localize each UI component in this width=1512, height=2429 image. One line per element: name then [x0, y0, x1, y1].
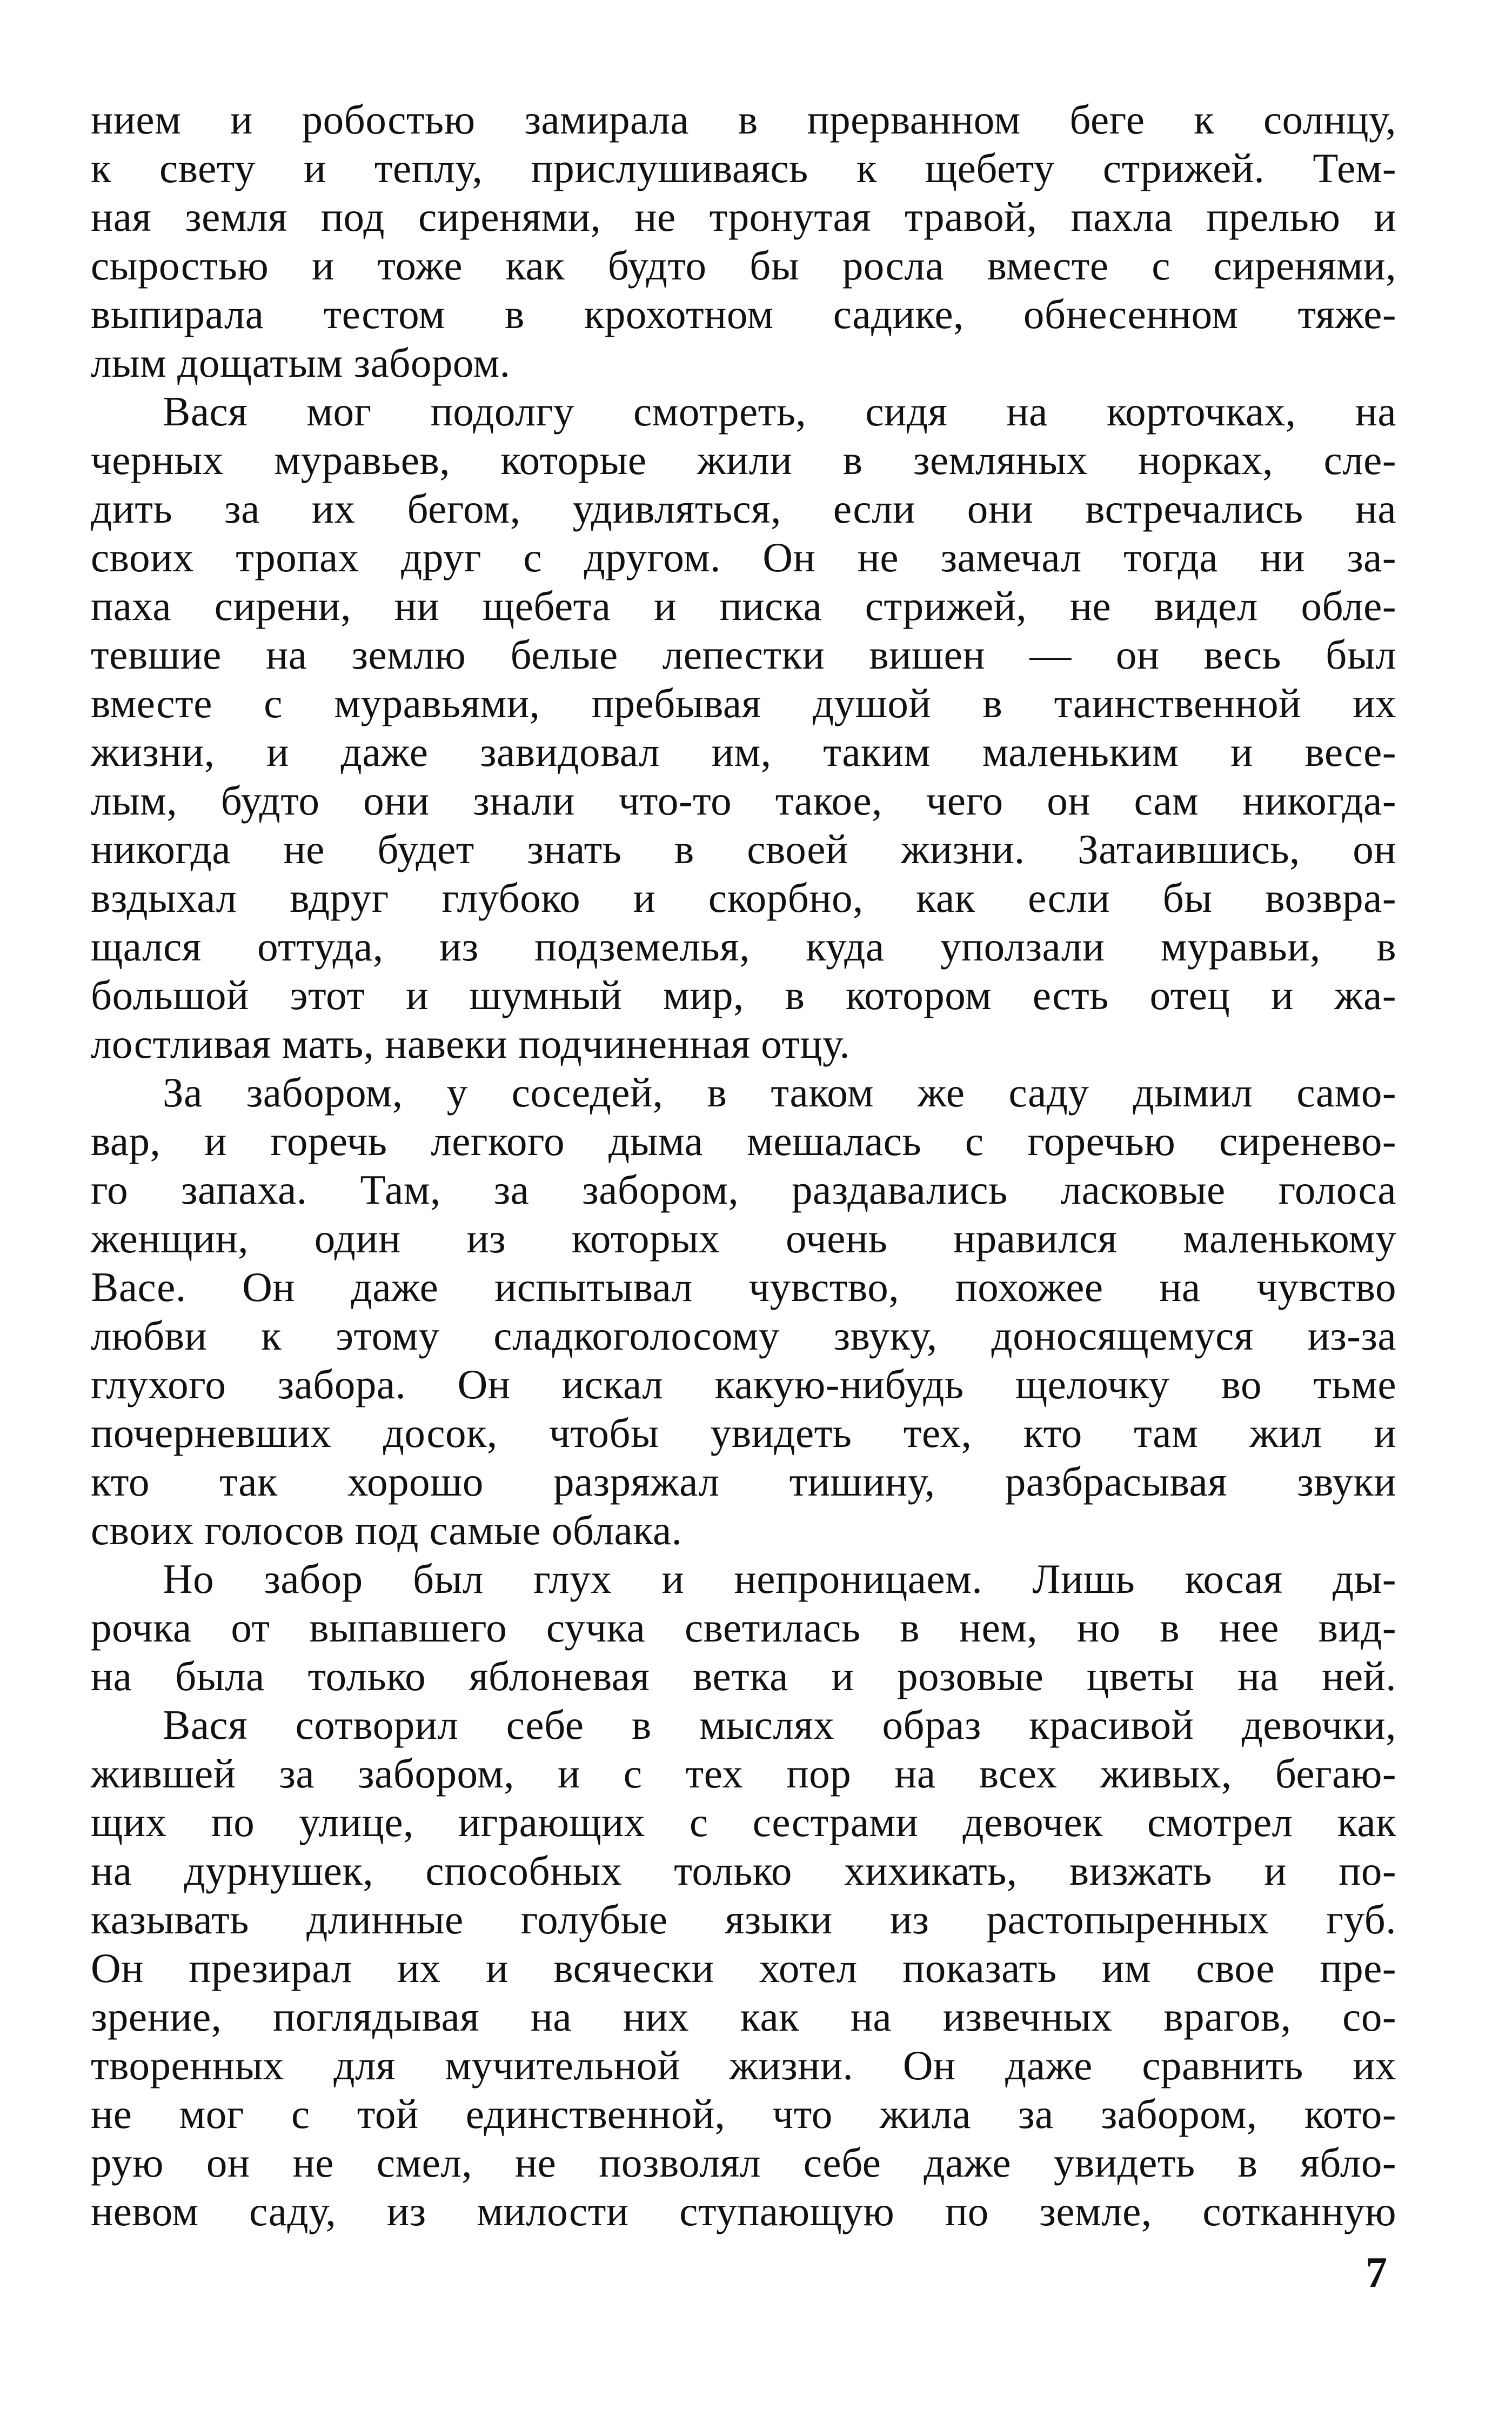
text-line: го запаха. Там, за забором, раздавались ласковые голоса: [91, 1166, 1396, 1213]
text-line: жизни, и даже завидовал им, таким маленьким и весе-: [91, 729, 1396, 775]
text-line: любви к этому сладкоголосому звуку, доносящемуся из-за: [91, 1312, 1396, 1359]
text-line: рочка от выпавшего сучка светилась в нем, но в нее вид-: [91, 1604, 1396, 1651]
paragraph-1: [91, 95, 1396, 387]
paragraph-2: [91, 387, 1396, 1068]
text-line: Он презирал их и всячески хотел показать им свое пре-: [91, 1945, 1396, 1991]
text-line: вместе с муравьями, пребывая душой в таинственной их: [91, 680, 1396, 726]
text-line: щих по улице, играющих с сестрами девочек смотрел как: [91, 1799, 1396, 1845]
text-line: казывать длинные голубые языки из растопыренных губ.: [91, 1896, 1396, 1943]
paragraph-3: [91, 1068, 1396, 1554]
text-line: паха сирени, ни щебета и писка стрижей, не видел обле-: [91, 583, 1396, 629]
text-line: невом саду, из милости ступающую по земле, сотканную: [91, 2188, 1396, 2234]
text-line: Вася мог подолгу смотреть, сидя на корточках, на: [163, 388, 1396, 435]
text-line: глухого забора. Он искал какую-нибудь щелочку во тьме: [91, 1361, 1396, 1407]
text-line: на была только яблоневая ветка и розовые цветы на ней.: [91, 1653, 1396, 1699]
text-line: лым, будто они знали что-то такое, чего он сам никогда-: [91, 777, 1396, 824]
text-line: Васе. Он даже испытывал чувство, похожее на чувство: [91, 1264, 1396, 1310]
text-line: сыростью и тоже как будто бы росла вместе с сиренями,: [91, 242, 1396, 289]
text-line: нием и робостью замирала в прерванном беге к солнцу,: [91, 96, 1396, 143]
text-line: рую он не смел, не позволял себе даже увидеть в ябло-: [91, 2139, 1396, 2186]
text-line: своих голосов под самые облака.: [91, 1507, 683, 1553]
text-line: черных муравьев, которые жили в земляных норках, сле-: [91, 437, 1396, 483]
text-line: к свету и теплу, прислушиваясь к щебету стрижей. Тем-: [91, 145, 1396, 191]
page-number: 7: [1366, 2249, 1387, 2297]
body-text: [91, 95, 1396, 2236]
text-line: кто так хорошо разряжал тишину, разбрасывая звуки: [91, 1458, 1396, 1505]
text-line: дить за их бегом, удивляться, если они встречались на: [91, 485, 1396, 532]
text-line: никогда не будет знать в своей жизни. Затаившись, он: [91, 826, 1396, 872]
text-line: вздыхал вдруг глубоко и скорбно, как если бы возвра-: [91, 875, 1396, 921]
text-line: не мог с той единственной, что жила за забором, кото-: [91, 2091, 1396, 2137]
text-line: лостливая мать, навеки подчиненная отцу.: [91, 1020, 851, 1067]
text-line: За забором, у соседей, в таком же саду дымил само-: [163, 1069, 1396, 1116]
text-line: почерневших досок, чтобы увидеть тех, кто там жил и: [91, 1410, 1396, 1456]
text-line: творенных для мучительной жизни. Он даже сравнить их: [91, 2042, 1396, 2088]
text-line: жившей за забором, и с тех пор на всех живых, бегаю-: [91, 1750, 1396, 1797]
text-line: лым дощатым забором.: [91, 339, 511, 386]
text-line: своих тропах друг с другом. Он не замечал тогда ни за-: [91, 534, 1396, 580]
text-line: выпирала тестом в крохотном садике, обнесенном тяже-: [91, 291, 1396, 337]
text-line: зрение, поглядывая на них как на извечных врагов, со-: [91, 1993, 1396, 2040]
text-line: Вася сотворил себе в мыслях образ красивой девочки,: [163, 1701, 1396, 1748]
paragraph-5: [91, 1700, 1396, 2236]
text-line: большой этот и шумный мир, в котором есть отец и жа-: [91, 972, 1396, 1018]
paragraph-4: [91, 1554, 1396, 1700]
text-line: тевшие на землю белые лепестки вишен — он весь был: [91, 631, 1396, 678]
text-line: женщин, один из которых очень нравился маленькому: [91, 1215, 1396, 1262]
text-line: щался оттуда, из подземелья, куда уползали муравьи, в: [91, 923, 1396, 970]
text-line: ная земля под сиренями, не тронутая травой, пахла прелью и: [91, 193, 1396, 240]
text-line: на дурнушек, способных только хихикать, визжать и по-: [91, 1847, 1396, 1894]
text-line: вар, и горечь легкого дыма мешалась с горечью сиренево-: [91, 1118, 1396, 1164]
text-line: Но забор был глух и непроницаем. Лишь косая ды-: [163, 1556, 1396, 1602]
